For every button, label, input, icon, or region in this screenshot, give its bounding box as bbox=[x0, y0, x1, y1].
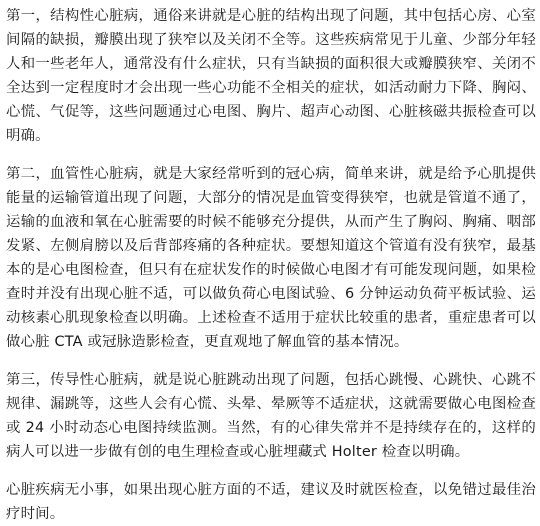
paragraph-conclusion: 心脏疾病无小事，如果出现心脏方面的不适，建议及时就医检查，以免错过最佳治疗时间。 bbox=[6, 482, 536, 522]
paragraph-structural-heart-disease: 第一，结构性心脏病，通俗来讲就是心脏的结构出现了问题，其中包括心房、心室间隔的缺损，瓣膜出现了狭窄以及关闭不全等。这些疾病常见于儿童、少部分年轻人和一些老年人，通常没有什么症状，只有当缺损的面积很大或瓣膜狭窄、关闭不全达到一定程度时才会出现一些心功能不全相关的症状，如活动耐力下降、胸闷、心慌、气促等，这些问题通过心电图、胸片、超声心动图、心脏核磁共振检查可以明确。 bbox=[6, 8, 536, 144]
paragraph-conduction-heart-disease: 第三，传导性心脏病，就是说心脏跳动出现了问题，包括心跳慢、心跳快、心跳不规律、漏跳等，这些人会有心慌、头晕、晕厥等不适症状，这就需要做心电图检查或 24 小时动态心电图持续监测。当然，有的心律失常并不是持续存在的，这样的病人可以进一步做有创的电生理检查或心脏埋藏式 Holter 检查以明确。 bbox=[6, 372, 536, 460]
paragraph-vascular-heart-disease: 第二，血管性心脏病，就是大家经常听到的冠心病，简单来讲，就是给予心肌提供能量的运输管道出现了问题，大部分的情况是血管变得狭窄，也就是管道不通了，运输的血液和氧在心脏需要的时候不能够充分提供，从而产生了胸闷、胸痛、咽部发紧、左侧肩膀以及后背部疼痛的各种症状。要想知道这个管道有没有狭窄，最基本的是心电图检查，但只有在症状发作的时候做心电图才有可能发现问题，如果检查时并没有出现心脏不适，可以做负荷心电图试验、6 分钟运动负荷平板试验、运动核素心肌现象检查以明确。上述检查不适用于症状比较重的患者，重症患者可以做心脏 CTA 或冠脉造影检查，更直观地了解血管的基本情况。 bbox=[6, 166, 536, 350]
